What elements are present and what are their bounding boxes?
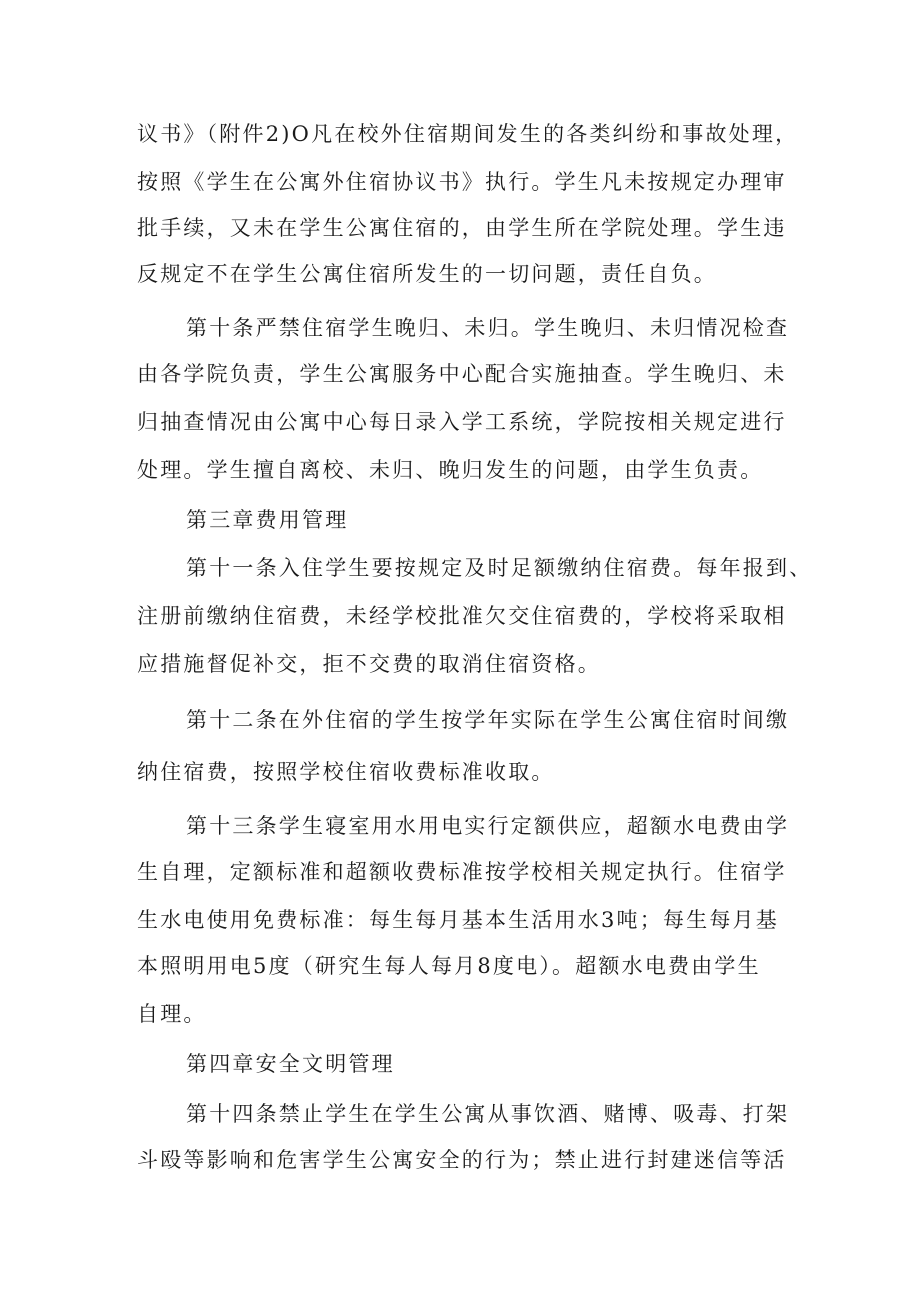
- article-14-line-1: 第十四条禁止学生在学生公寓从事饮酒、赌博、吸毒、打架: [186, 1102, 790, 1126]
- chapter-3-heading: 第三章费用管理: [186, 508, 349, 532]
- article-12-line-1: 第十二条在外住宿的学生按学年实际在学生公寓住宿时间缴: [186, 708, 790, 732]
- text-line-18: 本照明用电5度（研究生每人每月8度电）。超额水电费由学生: [137, 954, 761, 978]
- article-11-line-1: 第十一条入住学生要按规定及时足额缴纳住宿费。每年报到、: [186, 556, 813, 580]
- text-line-16: 生自理，定额标准和超额收费标准按学校相关规定执行。住宿学: [137, 860, 787, 884]
- text-line-22: 斗殴等影响和危害学生公寓安全的行为；禁止进行封建迷信等活: [137, 1148, 787, 1172]
- text-line-3: 批手续，又未在学生公寓住宿的，由学生所在学院处理。学生违: [137, 216, 787, 240]
- text-line-12: 应措施督促补交，拒不交费的取消住宿资格。: [137, 652, 601, 676]
- text-line-8: 处理。学生擅自离校、未归、晚归发生的问题，由学生负责。: [137, 458, 764, 482]
- text-line-6: 由各学院负责，学生公寓服务中心配合实施抽查。学生晚归、未: [137, 362, 787, 386]
- text-line-17: 生水电使用免费标准：每生每月基本生活用水3吨；每生每月基: [137, 908, 779, 932]
- chapter-4-heading: 第四章安全文明管理: [186, 1052, 395, 1076]
- text-line-4: 反规定不在学生公寓住宿所发生的一切问题，责任自负。: [137, 262, 717, 286]
- text-line-1: 议书》（附件2)O凡在校外住宿期间发生的各类纠纷和事故处理，: [137, 122, 799, 146]
- text-line-14: 纳住宿费，按照学校住宿收费标准收取。: [137, 760, 555, 784]
- text-line-2: 按照《学生在公寓外住宿协议书》执行。学生凡未按规定办理审: [137, 170, 787, 194]
- text-line-19: 自理。: [137, 1002, 207, 1026]
- article-13-line-1: 第十三条学生寝室用水用电实行定额供应，超额水电费由学: [186, 814, 790, 838]
- text-line-7: 归抽查情况由公寓中心每日录入学工系统，学院按相关规定进行: [137, 410, 787, 434]
- text-line-11: 注册前缴纳住宿费，未经学校批准欠交住宿费的，学校将采取相: [137, 604, 787, 628]
- article-10-line-1: 第十条严禁住宿学生晚归、未归。学生晚归、未归情况检查: [186, 316, 790, 340]
